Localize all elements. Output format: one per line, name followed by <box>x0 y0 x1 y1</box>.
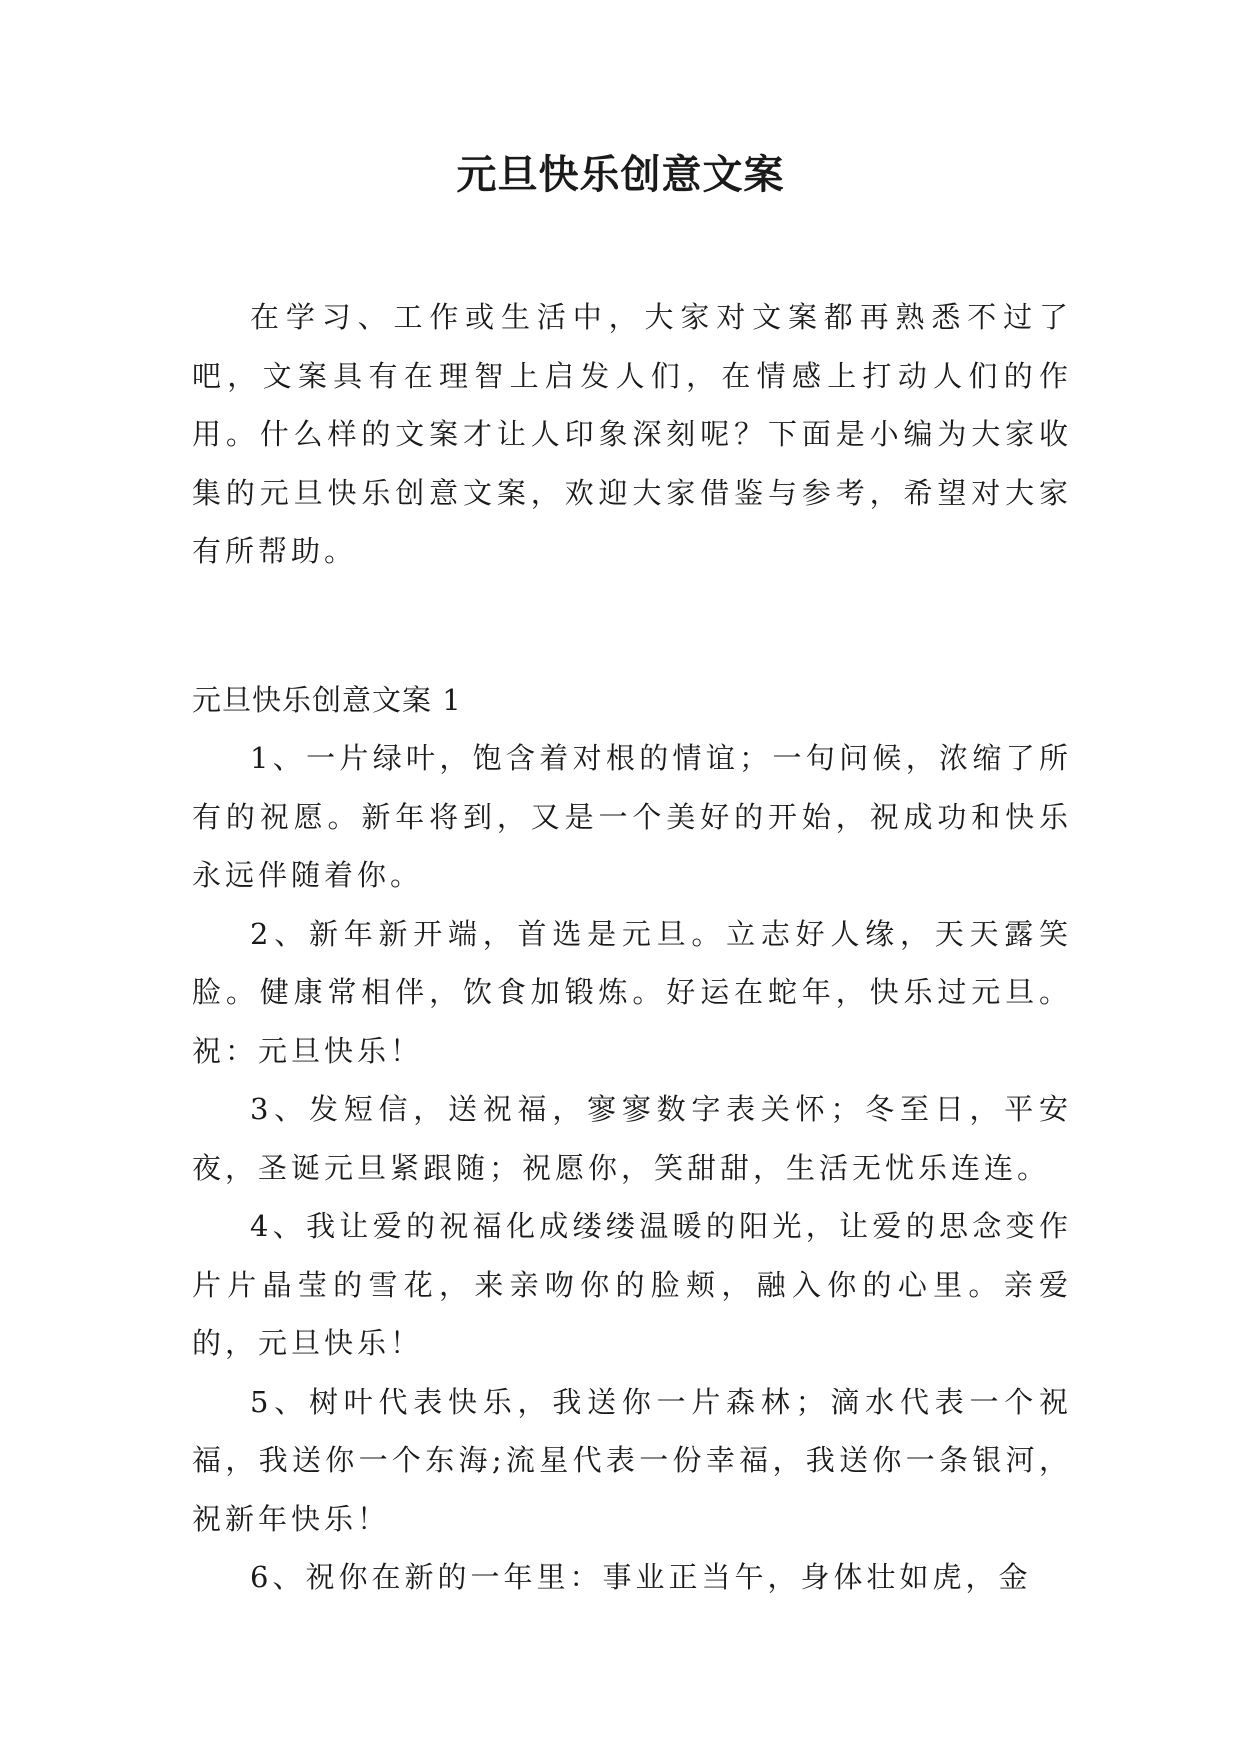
list-item: 2、新年新开端，首选是元旦。立志好人缘，天天露笑脸。健康常相伴，饮食加锻炼。好运在蛇年，快乐过元旦。祝：元旦快乐！ <box>192 916 1072 1068</box>
document-body <box>192 288 1072 1607</box>
section-spacer <box>192 581 1072 671</box>
list-item: 4、我让爱的祝福化成缕缕温暖的阳光，让爱的思念变作片片晶莹的雪花，来亲吻你的脸颊，融入你的心里。亲爱的，元旦快乐！ <box>192 1209 1072 1360</box>
list-item: 5、树叶代表快乐，我送你一片森林；滴水代表一个祝福，我送你一个东海;流星代表一份幸福，我送你一条银河，祝新年快乐！ <box>192 1384 1072 1536</box>
intro-paragraph: 在学习、工作或生活中，大家对文案都再熟悉不过了吧，文案具有在理智上启发人们，在情感上打动人们的作用。什么样的文案才让人印象深刻呢？下面是小编为大家收集的元旦快乐创意文案，欢迎大家借鉴与参考，希望对大家有所帮助。 <box>192 300 1072 568</box>
section-heading: 元旦快乐创意文案 1 <box>192 682 462 717</box>
list-item: 3、发短信，送祝福，寥寥数字表关怀；冬至日，平安夜，圣诞元旦紧跟随；祝愿你，笑甜甜，生活无忧乐连连。 <box>192 1092 1072 1185</box>
list-item: 6、祝你在新的一年里：事业正当午，身体壮如虎，金 <box>250 1560 1032 1594</box>
document-title: 元旦快乐创意文案 <box>456 151 785 198</box>
list-item: 1、一片绿叶，饱含着对根的情谊；一句问候，浓缩了所有的祝愿。新年将到，又是一个美好的开始，祝成功和快乐永远伴随着你。 <box>192 741 1072 892</box>
